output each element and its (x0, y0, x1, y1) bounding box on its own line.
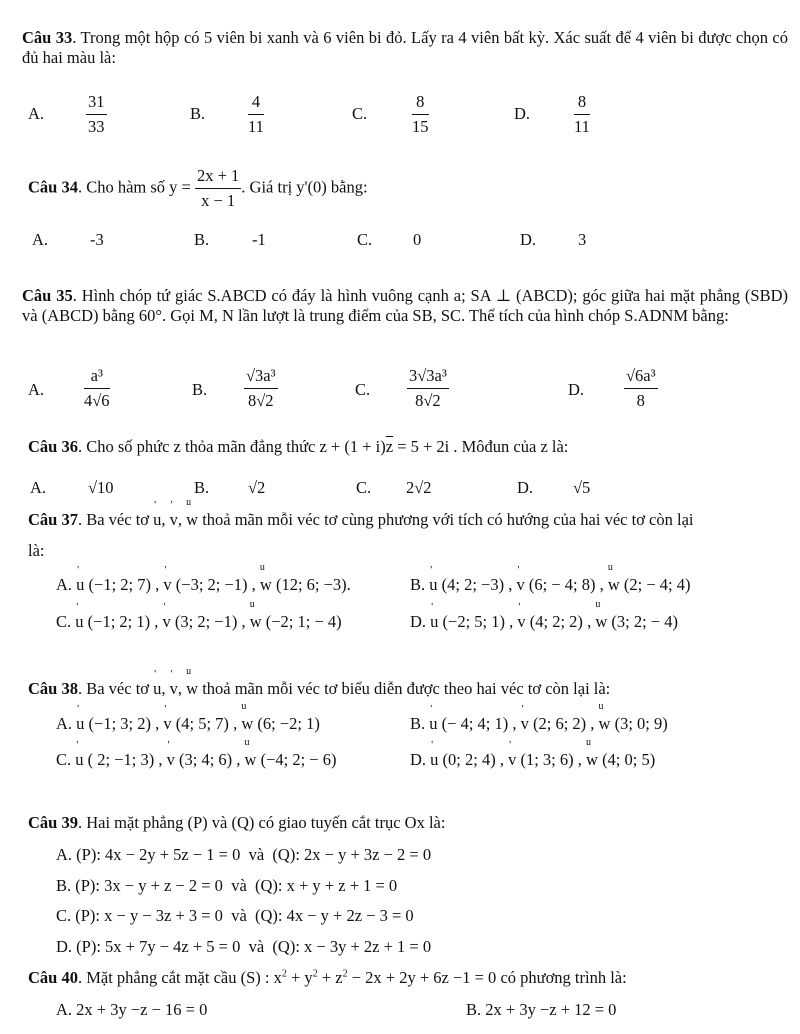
q39-option-d[interactable]: D. (P): 5x + 7y − 4z + 5 = 0 và (Q): x − 3y + 2z + 1 = 0 (56, 937, 432, 956)
q36-option-c[interactable]: C. 2√2 (356, 478, 432, 497)
q35-title: Câu 35 (22, 286, 73, 305)
q38-stem: Câu 38. Ba véc tơ ' u, ' v, u w thoả mãn mỗi véc tơ biểu diễn được theo hai véc tơ còn lại là: (28, 679, 610, 699)
q35-stem: Câu 35. Hình chóp tứ giác S.ABCD có đáy là hình vuông cạnh a; SA ⊥ (ABCD); góc giữa hai mặt phẳng (SBD) và (ABCD) bằng 60°. Gọi M, N lần lượt là trung điểm của SB, SC. Thể tích của hình chóp S.ADNM bằng: (22, 286, 788, 325)
q38-option-c[interactable]: C. ' u ( 2; −1; 3) , ' v (3; 4; 6) , u w (−4; 2; − 6) (56, 750, 336, 770)
q37-option-a[interactable]: A. ' u (−1; 2; 7) , ' v (−3; 2; −1) , u w (12; 6; −3). (56, 575, 351, 595)
q37-line2: là: (28, 541, 45, 560)
q34-option-b[interactable]: B. -1 (194, 230, 266, 249)
q34-option-a[interactable]: A. -3 (32, 230, 104, 249)
q36-stem: Câu 36. Cho số phức z thỏa mãn đẳng thức $z + (1 + i)\overline{z} = 5 + 2i$ . Môđun của z là: (28, 437, 569, 456)
q38-option-a[interactable]: A. ' u (−1; 3; 2) , ' v (4; 5; 7) , u w (6; −2; 1) (56, 714, 320, 734)
q39-stem: Câu 39. Hai mặt phẳng (P) và (Q) có giao tuyến cắt trục Ox là: (28, 813, 446, 832)
q37-title: Câu 37 (28, 510, 78, 529)
q37-stem: Câu 37. Ba véc tơ ' u, ' v, u w thoả mãn mỗi véc tơ cùng phương với tích có hướng của hai véc tơ còn lại (28, 510, 694, 530)
q37-option-d[interactable]: D. ' u (−2; 5; 1) , ' v (4; 2; 2) , u w (3; 2; − 4) (410, 612, 678, 632)
q38-title: Câu 38 (28, 679, 78, 698)
q34-option-c[interactable]: C. 0 (357, 230, 422, 249)
q36-title: Câu 36 (28, 437, 78, 456)
q37-option-b[interactable]: B. ' u (4; 2; −3) , ' v (6; − 4; 8) , u w (2; − 4; 4) (410, 575, 690, 595)
q37-option-c[interactable]: C. ' u (−1; 2; 1) , ' v (3; 2; −1) , u w (−2; 1; − 4) (56, 612, 342, 632)
q40-option-b[interactable]: B. 2x + 3y −z + 12 = 0 (466, 1000, 617, 1019)
q39-option-c[interactable]: C. (P): x − y − 3z + 3 = 0 và (Q): 4x − y + 2z − 3 = 0 (56, 906, 414, 925)
q34-stem: Câu 34. Cho hàm số y = $\frac{2x + 1}{x - 1}$ . Giá trị y'(0) bằng: (28, 166, 368, 210)
q34-option-d[interactable]: D. 3 (520, 230, 587, 249)
q39-title: Câu 39 (28, 813, 78, 832)
z-bar: $\overline{z}$ (385, 437, 394, 456)
q33-text: . Trong một hộp có 5 viên bi xanh và 6 viên bi đỏ. Lấy ra 4 viên bất kỳ. Xác suất để 4 viên bi được chọn có đủ hai màu là: (22, 28, 789, 67)
q36-option-d[interactable]: D. √5 (517, 478, 591, 497)
q34-title: Câu 34 (28, 177, 78, 197)
q39-option-a[interactable]: A. (P): 4x − 2y + 5z − 1 = 0 và (Q): 2x − y + 3z − 2 = 0 (56, 845, 432, 864)
q40-title: Câu 40 (28, 968, 78, 987)
q33-stem (22, 28, 788, 68)
q40-stem: Câu 40. Mặt phẳng cắt mặt cầu (S) : $x^2 + y^2 + z^2 - 2x + 2y + 6z -1 = 0$ có phương trình là: (28, 968, 627, 987)
q40-option-a[interactable]: A. 2x + 3y −z − 16 = 0 (56, 1000, 208, 1019)
q38-option-d[interactable]: D. ' u (0; 2; 4) , ' v (1; 3; 6) , u w (4; 0; 5) (410, 750, 655, 770)
q38-option-b[interactable]: B. ' u (− 4; 4; 1) , ' v (2; 6; 2) , u w (3; 0; 9) (410, 714, 668, 734)
q36-option-b[interactable]: B. √2 (194, 478, 266, 497)
q36-option-a[interactable]: A. √10 (30, 478, 114, 497)
q33-title: Câu 33 (22, 28, 73, 47)
q39-option-b[interactable]: B. (P): 3x − y + z − 2 = 0 và (Q): x + y + z + 1 = 0 (56, 876, 398, 895)
